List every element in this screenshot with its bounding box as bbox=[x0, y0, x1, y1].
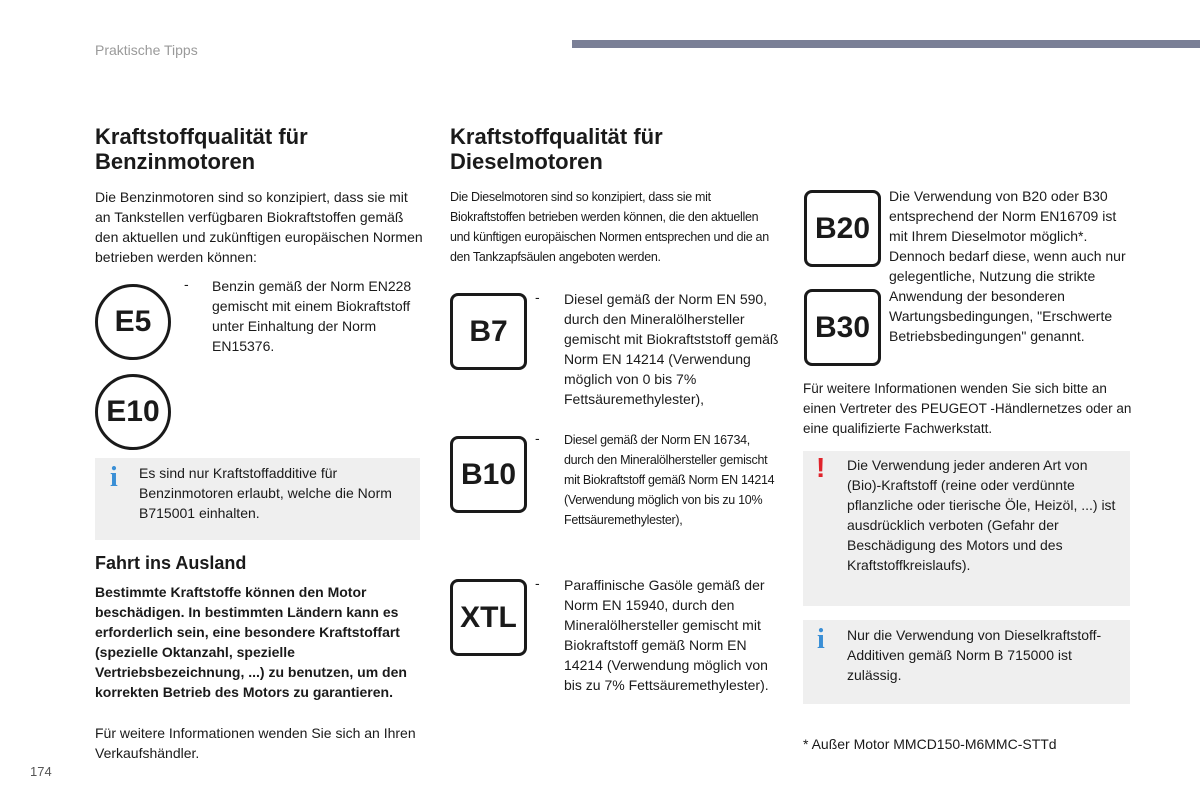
list-dash: - bbox=[535, 289, 540, 305]
e10-badge-icon: E10 bbox=[95, 374, 171, 450]
page-number: 174 bbox=[30, 764, 52, 779]
warning-text: Die Verwendung jeder anderen Art von (Bio)-Kraftstoff (reine oder verdünnte pflanzliche oder tierische Öle, Heizöl, ...) ist ausdrücklich verboten (Gefahr der Beschädigung des Motors und des Kraftstoffkreislaufs). bbox=[847, 457, 1116, 573]
b7-badge-icon: B7 bbox=[450, 293, 527, 370]
diesel-info-text: Nur die Verwendung von Dieselkraftstoff-Additiven gemäß Norm B 715000 ist zulässig. bbox=[847, 627, 1102, 683]
abroad-heading: Fahrt ins Ausland bbox=[95, 553, 247, 573]
abroad-warning: Bestimmte Kraftstoffe können den Motor beschädigen. In bestimmten Ländern kann es erforderlich sein, eine besondere Kraftstoffart (spezielle Oktanzahl, spezielle Vertriebsbezeichnung, ...) zu benutzen, um den korrekten Betrieb des Motors zu garantieren. bbox=[95, 584, 407, 700]
xtl-badge-icon: XTL bbox=[450, 579, 527, 656]
petrol-spec: Benzin gemäß der Norm EN228 gemischt mit einem Biokraftstoff unter Einhaltung der Norm EN15376. bbox=[212, 278, 412, 354]
b10-badge-icon: B10 bbox=[450, 436, 527, 513]
list-dash: - bbox=[535, 575, 540, 591]
header-bar bbox=[572, 40, 1200, 48]
section-title: Praktische Tipps bbox=[95, 42, 198, 58]
b10-text: Diesel gemäß der Norm EN 16734, durch den Mineralölhersteller gemischt mit Biokraftstoff gemäß Norm EN 14214 (Verwendung möglich von bis zu 10% Fettsäuremethylester), bbox=[564, 433, 775, 527]
diesel-heading: Kraftstoffqualität für Dieselmotoren bbox=[450, 124, 663, 174]
list-dash: - bbox=[535, 430, 540, 446]
dealer-info-text: Für weitere Informationen wenden Sie sich bitte an einen Vertreter des PEUGEOT -Händlernetzes oder an eine qualifizierte Fachwerkstatt. bbox=[803, 381, 1132, 436]
e5-badge-icon: E5 bbox=[95, 284, 171, 360]
footnote: * Außer Motor MMCD150-M6MMC-STTd bbox=[803, 736, 1057, 752]
diesel-intro: Die Dieselmotoren sind so konzipiert, dass sie mit Biokraftstoffen betrieben werden können, die den aktuellen und künftigen europäischen Normen entsprechen und die an den Tankzapfsäulen angeboten werden. bbox=[450, 190, 769, 264]
b30-badge-icon: B30 bbox=[804, 289, 881, 366]
petrol-heading: Kraftstoffqualität für Benzinmotoren bbox=[95, 124, 308, 174]
petrol-intro: Die Benzinmotoren sind so konzipiert, dass sie mit an Tankstellen verfügbaren Biokraftstoffen gemäß den aktuellen und zukünftigen europäischen Normen betrieben werden können: bbox=[95, 189, 423, 265]
abroad-text: Für weitere Informationen wenden Sie sich an Ihren Verkaufshändler. bbox=[95, 725, 416, 761]
b20-b30-text: Die Verwendung von B20 oder B30 entsprechend der Norm EN16709 ist mit Ihrem Dieselmotor möglich*. Dennoch bedarf diese, wenn auch nur gelegentliche, Nutzung die strikte Anwendung der besonderen Wartungsbedingungen, "Erschwerte Betriebsbedingungen" genannt. bbox=[889, 188, 1126, 344]
xtl-text: Paraffinische Gasöle gemäß der Norm EN 15940, durch den Mineralölhersteller gemischt mit Biokraftstoff gemäß Norm EN 14214 (Verwendung möglich von bis zu 7% Fettsäuremethylester). bbox=[564, 577, 769, 693]
list-dash: - bbox=[184, 276, 189, 292]
petrol-info-text: Es sind nur Kraftstoffadditive für Benzinmotoren erlaubt, welche die Norm B715001 einhalten. bbox=[139, 465, 392, 521]
warning-icon: ! bbox=[816, 452, 826, 483]
b20-badge-icon: B20 bbox=[804, 190, 881, 267]
info-icon: i bbox=[110, 462, 118, 493]
b7-text: Diesel gemäß der Norm EN 590, durch den Mineralölhersteller gemischt mit Biokraftststoff gemäß Norm EN 14214 (Verwendung möglich von 0 bis 7% Fettsäuremethylester), bbox=[564, 291, 779, 407]
info-icon: i bbox=[817, 624, 825, 655]
